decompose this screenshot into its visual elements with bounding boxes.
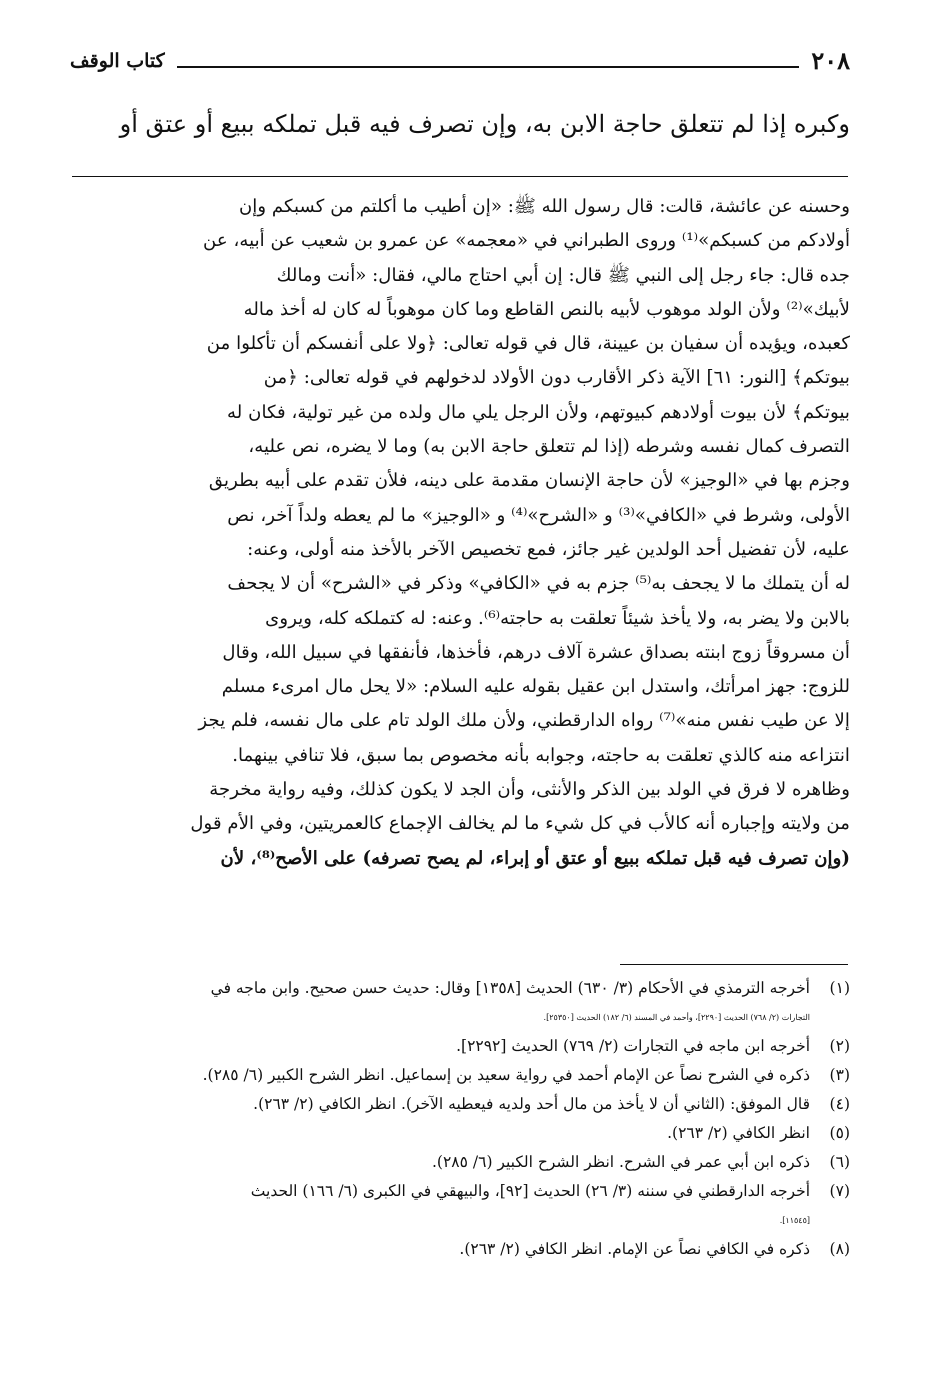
commentary-line: أن مسروقاً زوج ابنته بصداق عشرة آلاف درهم، فأخذها، فأنفقها في سبيل الله، وقال [222,641,850,663]
commentary-line: من ولايته وإجباره أنه كالأب في كل شيء ما لم يخالف الإجماع كالعمريتين، وفي الأم قول [190,813,850,835]
commentary-line: له أن يتملك ما لا يجحف به⁽⁵⁾ جزم به في «الكافي» وذكر في «الشرح» أن لا يجحف [227,573,850,595]
page-header [70,40,850,76]
footnote-divider [620,964,848,965]
footnote-text: أخرجه ابن ماجه في التجارات (٢/ ٧٦٩) الحديث [٢٢٩٢]. [456,1037,810,1055]
commentary-line: لأبيك»⁽²⁾ ولأن الولد موهوب لأبيه بالنص القاطع وما كان موهوباً له كان له أخذ ماله [243,298,850,320]
footnote-number: (٤) [829,1095,850,1113]
commentary-line: وجزم بها في «الوجيز» لأن حاجة الإنسان مقدمة على دينه، فلأن تقدم على أبيه بطريق [208,470,850,492]
page-number: ٢٠٨ [811,46,850,75]
commentary-line: بيوتكم﴾ [النور: ٦١] الآية ذكر الأقارب دون الأولاد لدخولهم في قوله تعالى: ﴿من [263,367,850,389]
footnote-text: ذكره ابن أبي عمر في الشرح. انظر الشرح الكبير (٦/ ٢٨٥). [432,1153,810,1171]
footnote-number: (٦) [829,1153,850,1171]
commentary-line: انتزاعه منه كالذي تعلقت به حاجته، وجوابه بأنه مخصوص بما سبق، فلا تنافي بينهما. [232,744,850,766]
commentary-line: (وإن تصرف فيه قبل تملكه ببيع أو عتق أو إبراء، لم يصح تصرفه) على الأصح⁽⁸⁾، لأن [220,847,850,869]
footnote-7 [70,1177,850,1206]
commentary-line: للزوج: جهز امرأتك، واستدل ابن عقيل بقوله عليه السلام: «لا يحل مال امرىء مسلم [221,676,850,698]
footnotes [70,974,850,1264]
footnote-text: أخرجه الدارقطني في سننه (٣/ ٢٦) الحديث [٩٢]، والبيهقي في الكبرى (٦/ ١٦٦) الحديث [250,1182,810,1200]
footnote-number: (٨) [829,1240,850,1258]
footnote-text: ذكره في الكافي نصاً عن الإمام. انظر الكافي (٢/ ٢٦٣). [459,1240,810,1258]
footnote-text: أخرجه الترمذي في الأحكام (٣/ ٦٣٠) الحديث [١٣٥٨] وقال: حديث حسن صحيح. وابن ماجه في [210,979,810,997]
commentary-line: أولادكم من كسبكم»⁽¹⁾ وروى الطبراني في «معجمه» عن عمرو بن شعيب عن أبيه، عن [203,230,850,252]
footnote-6 [70,1148,850,1177]
commentary-line: وحسنه عن عائشة، قالت: قال رسول الله ﷺ: «إن أطيب ما أكلتم من كسبكم وإن [238,196,850,217]
commentary-line: التصرف كمال نفسه وشرطه (إذا لم تتعلق حاجة الابن به) وما لا يضره، نص عليه، [248,436,850,458]
footnote-continuation: التجارات (٢/ ٧٦٨) الحديث [٢٢٩٠]، وأحمد في المسند (٦/ ١٨٢) الحديث [٢٥٣٥٠]. [543,1013,810,1022]
footnote-text: انظر الكافي (٢/ ٢٦٣). [667,1124,810,1142]
commentary-line: وظاهره لا فرق في الولد بين الذكر والأنثى، وأن الجد لا يكون كذلك، وفيه رواية مخرجة [209,779,850,801]
footnote-text: قال الموفق: (الثاني أن لا يأخذ من مال أحد ولديه فيعطيه الآخر). انظر الكافي (٢/ ٢٦٣). [253,1095,810,1113]
footnote-number: (٥) [829,1124,850,1142]
commentary-line: الأولى، وشرط في «الكافي»⁽³⁾ و «الشرح»⁽⁴⁾ و «الوجيز» ما لم يعطه ولداً آخر، نص [227,504,850,526]
footnote-number: (٢) [829,1037,850,1055]
commentary-line: إلا عن طيب نفس منه»⁽⁷⁾ رواه الدارقطني، ولأن ملك الولد تام على مال نفسه، فلم يجز [198,710,850,732]
main-text-divider [72,176,848,177]
footnote-4 [70,1090,850,1119]
commentary-line: عليه، لأن تفضيل أحد الولدين غير جائز، فمع تخصيص الآخر بالأخذ منه أولى، وعنه: [247,538,850,560]
footnote-text: ذكره في الشرح نصاً عن الإمام أحمد في رواية سعيد بن إسماعيل. انظر الشرح الكبير (٦/ ٢٨٥). [202,1066,810,1084]
footnote-number: (١) [829,979,850,997]
footnote-continuation: [١١٥٤٥]. [779,1216,810,1225]
commentary-line: كعبده، ويؤيده أن سفيان بن عيينة، قال في قوله تعالى: ﴿ولا على أنفسكم أن تأكلوا من [206,333,850,355]
footnote-2 [70,1032,850,1061]
header-rule [177,66,800,68]
commentary-line: جده قال: جاء رجل إلى النبي ﷺ قال: إن أبي احتاج مالي، فقال: «أنت ومالك [276,264,850,286]
book-title: كتاب الوقف [70,50,165,72]
footnote-number: (٧) [829,1182,850,1200]
footnote-number: (٣) [829,1066,850,1084]
footnote-8 [70,1235,850,1264]
main-text: وكبره إذا لم تتعلق حاجة الابن به، وإن تصرف فيه قبل تملكه ببيع أو عتق أو [119,110,850,138]
footnote-3 [70,1061,850,1090]
commentary [70,190,850,876]
commentary-line: بيوتكم﴾ لأن بيوت أولادهم كبيوتهم، ولأن الرجل يلي مال ولده من غير تولية، فكان له [227,401,850,423]
commentary-line: بالابن ولا يضر به، ولا يأخذ شيئاً تعلقت به حاجته⁽⁶⁾. وعنه: له كتملكه كله، ويروى [265,607,850,629]
footnote-5 [70,1119,850,1148]
footnote-1 [70,974,850,1003]
